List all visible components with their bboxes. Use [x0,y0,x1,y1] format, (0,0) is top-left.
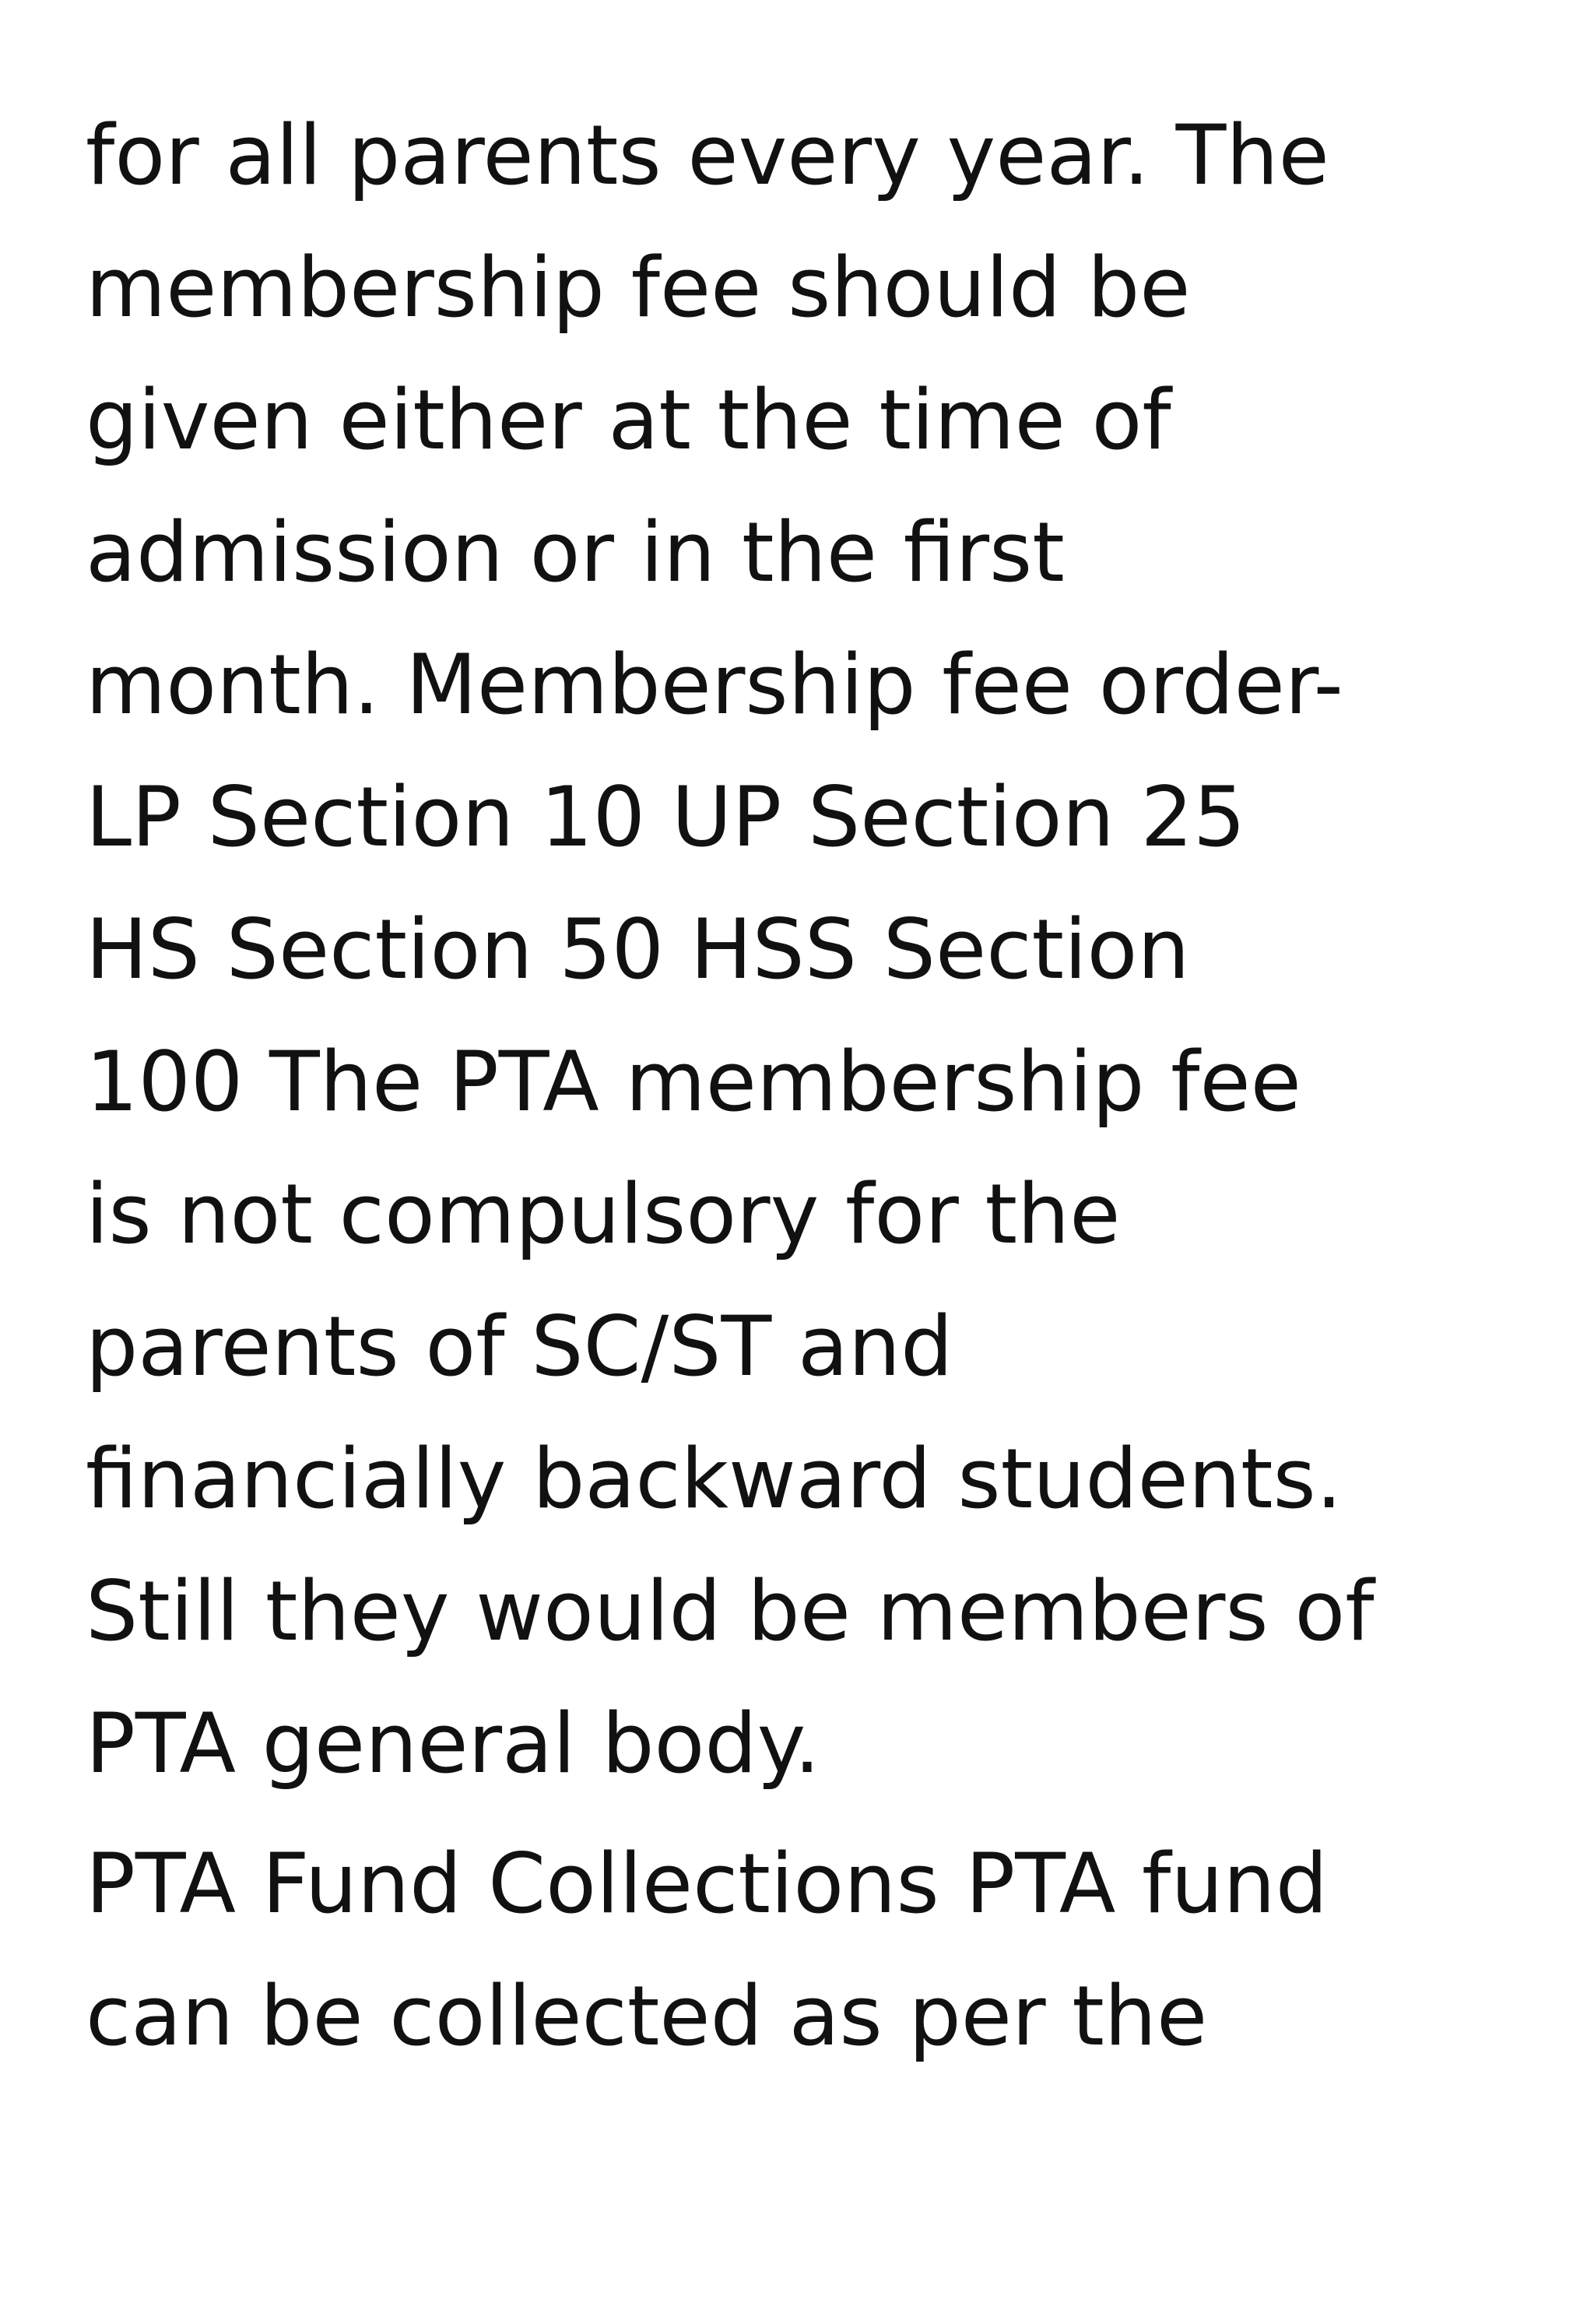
text-line: for all parents every year. The [86,107,1329,203]
text-line: admission or in the first [86,505,1065,600]
text-line: financially backward students. [86,1431,1343,1527]
text-line: can be collected as per the [86,1968,1208,2064]
text-line: PTA Fund Collections PTA fund [86,1836,1329,1932]
text-line: LP Section 10 UP Section 25 [86,769,1246,865]
text-line: 100 The PTA membership fee [86,1034,1301,1130]
text-line: is not compulsory for the [86,1166,1121,1262]
text-line: Still they would be members of [86,1563,1375,1659]
text-line: membership fee should be [86,240,1191,336]
document-body [86,90,1549,2083]
text-line: month. Membership fee order- [86,637,1343,733]
text-line: parents of SC/ST and [86,1299,953,1394]
paragraph-fund-collections [86,1818,1549,2083]
text-line: HS Section 50 HSS Section [86,902,1190,997]
text-line: PTA general body. [86,1696,820,1791]
paragraph-membership-fee [86,90,1549,1810]
text-line: given either at the time of [86,372,1171,468]
